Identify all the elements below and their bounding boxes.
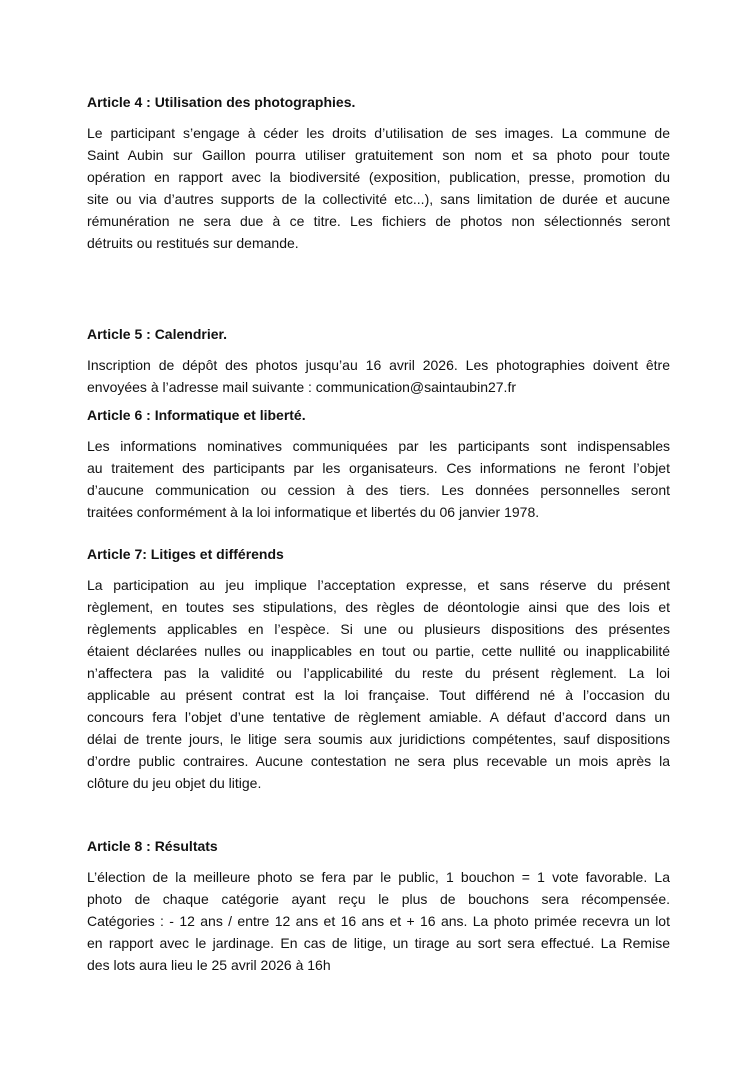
article-heading: Article 7: Litiges et différends	[87, 546, 284, 562]
article-heading: Article 6 : Informatique et liberté.	[87, 407, 306, 423]
article-body	[87, 435, 670, 523]
paragraph-line: opération en rapport avec la biodiversité (exposition, publication, presse, promotion du	[87, 169, 670, 185]
article-7	[87, 544, 670, 794]
paragraph-line: Les informations nominatives communiquées par les participants sont indispensables	[87, 438, 670, 454]
paragraph-line: délai de trente jours, le litige sera soumis aux juridictions compétentes, sauf dispositions	[87, 731, 670, 747]
paragraph-line: Inscription de dépôt des photos jusqu’au 16 avril 2026. Les photographies doivent être	[87, 357, 670, 373]
paragraph-line: règlements applicables en l’espèce. Si une ou plusieurs dispositions des présentes	[87, 621, 670, 637]
paragraph-line: règlement, en toutes ses stipulations, des règles de déontologie ainsi que des lois et	[87, 599, 670, 615]
paragraph-line: étaient déclarées nulles ou inapplicables en tout ou partie, cette nullité ou inapplicabilité	[87, 643, 670, 659]
paragraph-line: L’élection de la meilleure photo se fera par le public, 1 bouchon = 1 vote favorable. La	[87, 869, 670, 885]
article-5	[87, 324, 670, 398]
article-heading: Article 4 : Utilisation des photographies.	[87, 94, 356, 110]
article-4	[87, 92, 670, 254]
paragraph-line: site ou via d’autres supports de la collectivité etc...), sans limitation de durée et aucune	[87, 191, 670, 207]
article-6	[87, 405, 670, 523]
article-body	[87, 574, 670, 794]
article-8	[87, 836, 670, 976]
paragraph-line: d’ordre public contraires. Aucune contestation ne sera plus recevable un mois après la	[87, 753, 670, 769]
paragraph-line: applicable au présent contrat est la loi française. Tout différend né à l’occasion du	[87, 687, 670, 703]
article-heading: Article 8 : Résultats	[87, 838, 218, 854]
paragraph-line: en rapport avec le jardinage. En cas de litige, un tirage au sort sera effectué. La Remise	[87, 935, 670, 951]
paragraph-line: Catégories : - 12 ans / entre 12 ans et 16 ans et + 16 ans. La photo primée recevra un lot	[87, 913, 670, 929]
article-body	[87, 122, 670, 254]
article-body	[87, 866, 670, 976]
paragraph-line: clôture du jeu objet du litige.	[87, 775, 262, 791]
paragraph-line: rémunération ne sera due à ce titre. Les fichiers de photos non sélectionnés seront	[87, 213, 670, 229]
paragraph-line: détruits ou restitués sur demande.	[87, 235, 299, 251]
paragraph-line: d’aucune communication ou cession à des tiers. Les données personnelles seront	[87, 482, 670, 498]
paragraph-line: Le participant s’engage à céder les droits d’utilisation de ses images. La commune de	[87, 125, 670, 141]
paragraph-line: envoyées à l’adresse mail suivante : communication@saintaubin27.fr	[87, 379, 516, 395]
paragraph-line: photo de chaque catégorie ayant reçu le plus de bouchons sera récompensée.	[87, 891, 670, 907]
article-heading: Article 5 : Calendrier.	[87, 326, 228, 342]
paragraph-line: Saint Aubin sur Gaillon pourra utiliser gratuitement son nom et sa photo pour toute	[87, 147, 670, 163]
paragraph-line: au traitement des participants par les organisateurs. Ces informations ne feront l’objet	[87, 460, 670, 476]
paragraph-line: des lots aura lieu le 25 avril 2026 à 16h	[87, 957, 331, 973]
paragraph-line: La participation au jeu implique l’acceptation expresse, et sans réserve du présent	[87, 577, 670, 593]
paragraph-line: n’affectera pas la validité ou l’applicabilité du reste du présent règlement. La loi	[87, 665, 670, 681]
paragraph-line: traitées conformément à la loi informatique et libertés du 06 janvier 1978.	[87, 504, 540, 520]
paragraph-line: concours fera l’objet d’une tentative de règlement amiable. A défaut d’accord dans un	[87, 709, 670, 725]
article-body	[87, 354, 670, 398]
